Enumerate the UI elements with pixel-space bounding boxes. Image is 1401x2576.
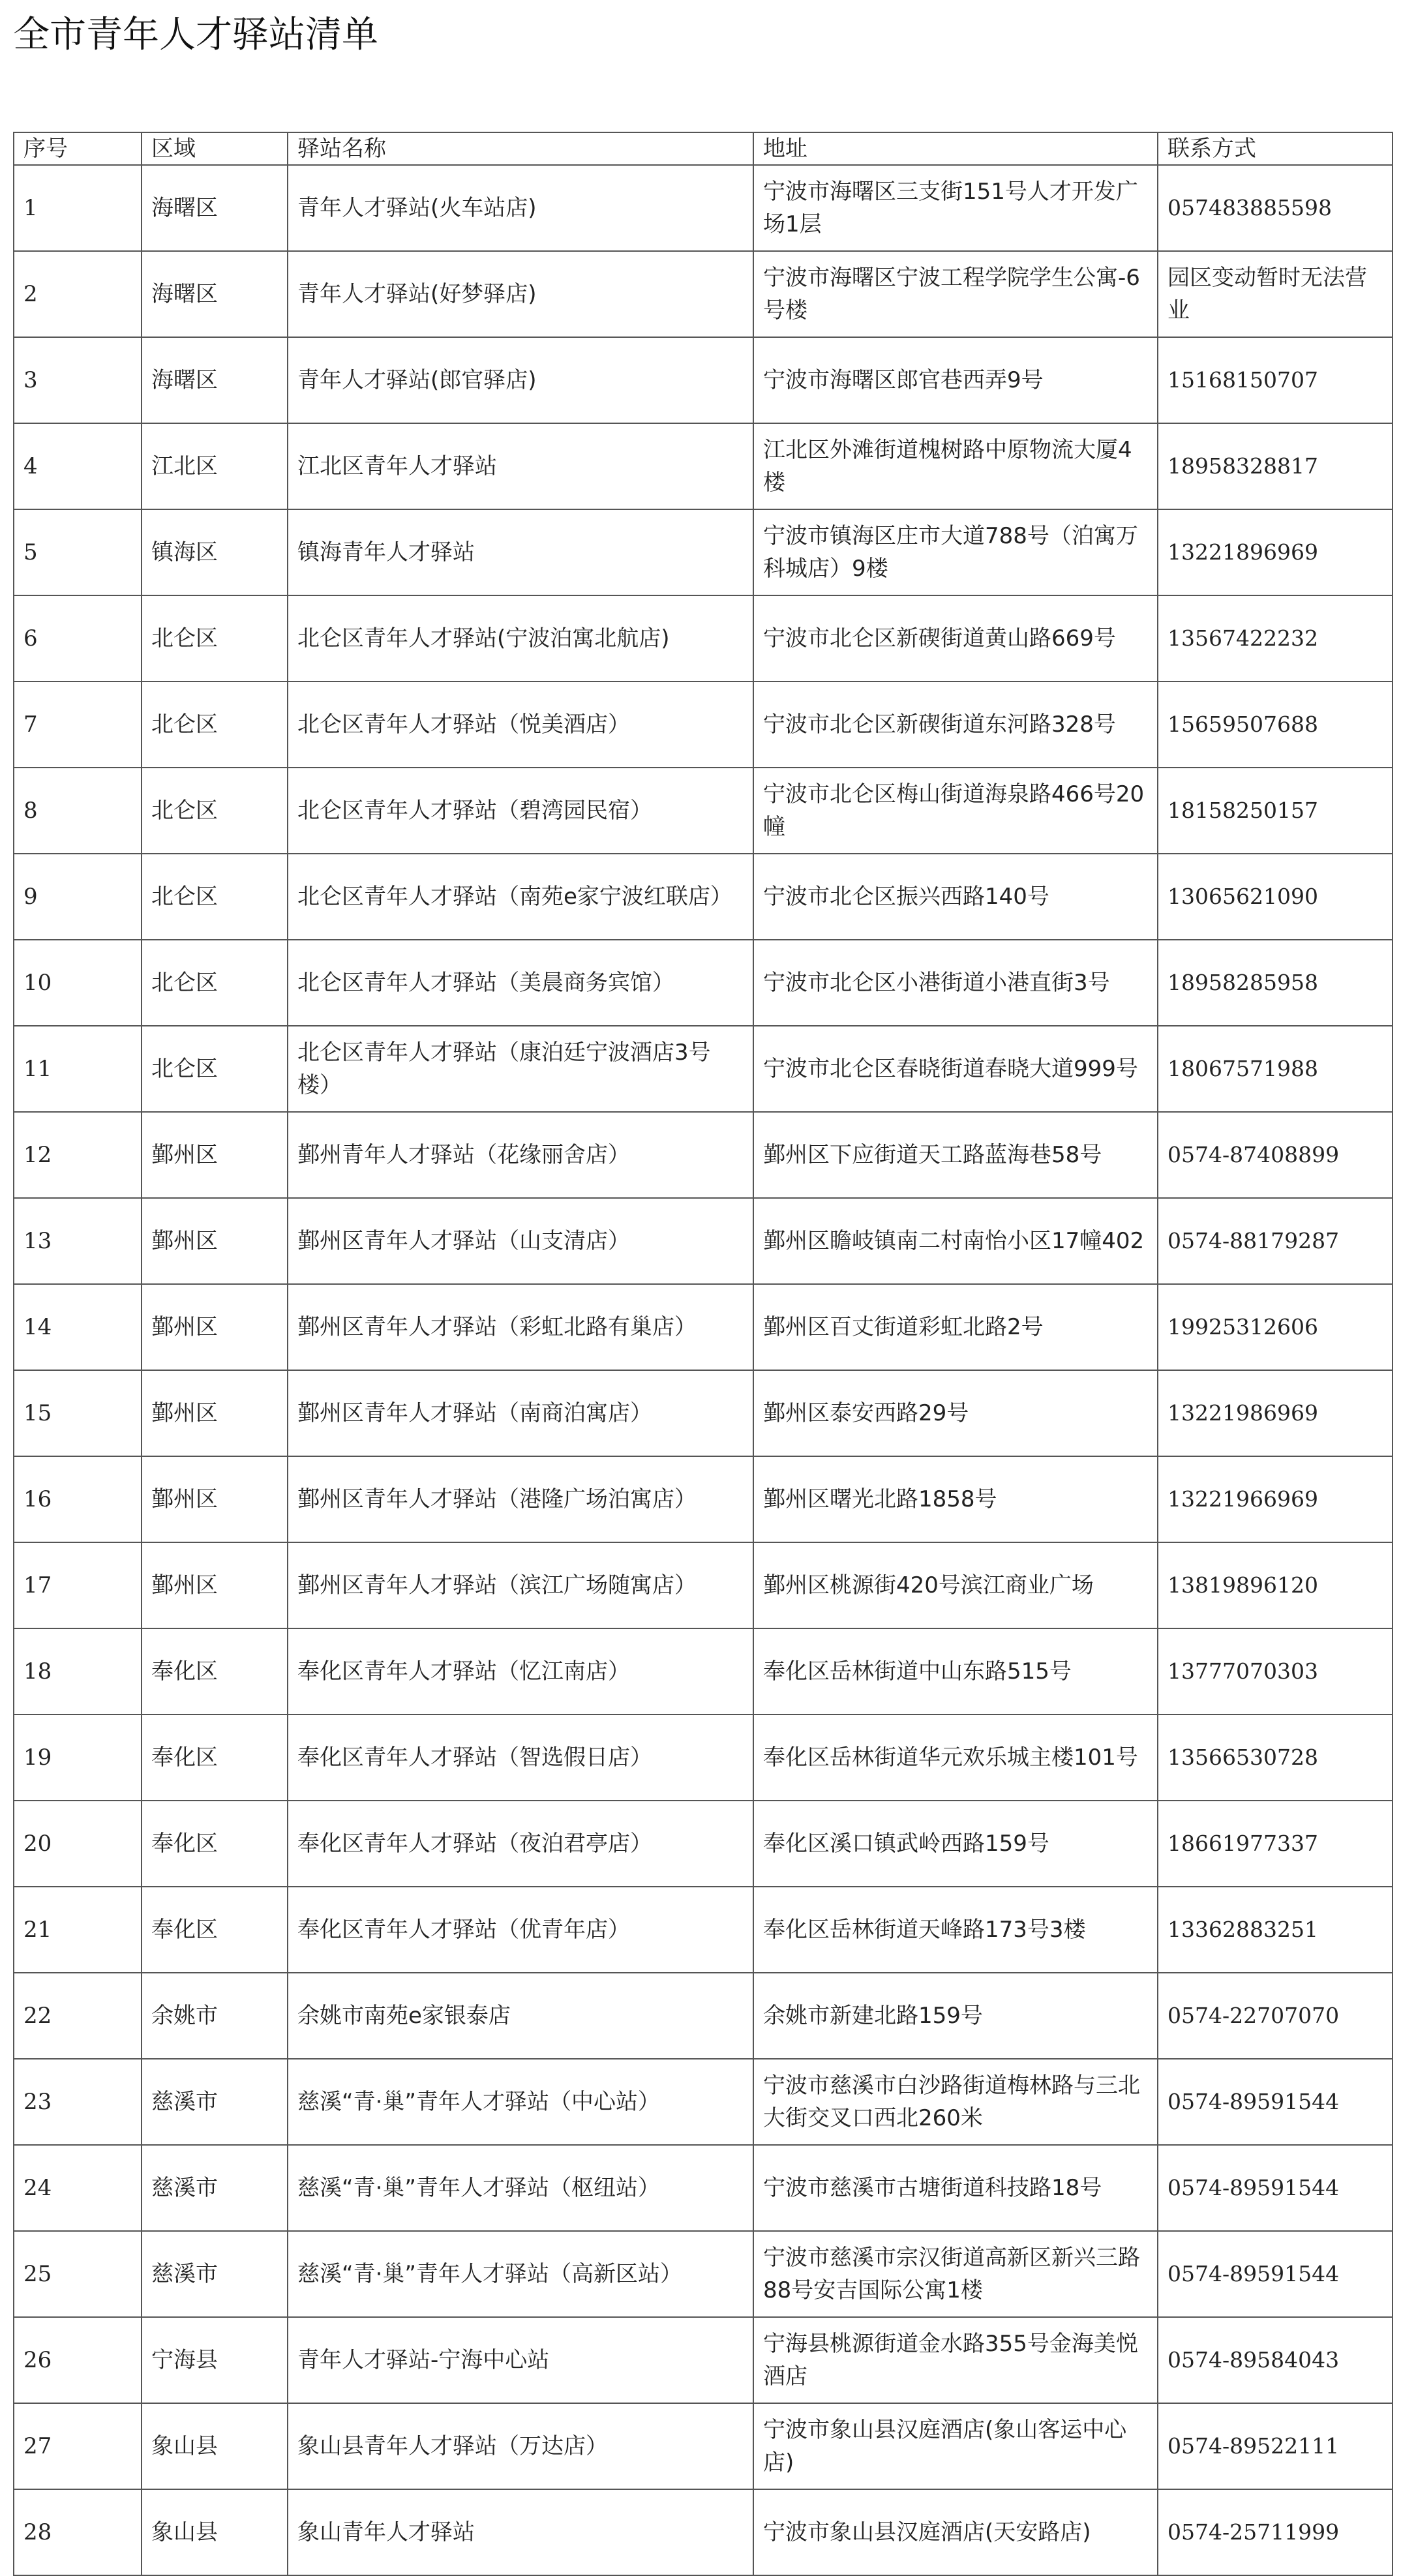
table-row [14, 2489, 1393, 2575]
table-row [14, 165, 1393, 251]
table-row [14, 1801, 1393, 1887]
table-row [14, 595, 1393, 681]
cell-area: 鄞州区 [142, 1370, 288, 1456]
cell-area: 慈溪市 [142, 2145, 288, 2231]
cell-no: 2 [14, 251, 142, 337]
cell-station-name: 慈溪“青·巢”青年人才驿站（中心站） [288, 2059, 753, 2145]
cell-address: 鄞州区下应街道天工路蓝海巷58号 [753, 1112, 1158, 1198]
cell-address: 江北区外滩街道槐树路中原物流大厦4楼 [753, 423, 1158, 509]
cell-address: 宁波市海曙区宁波工程学院学生公寓-6号楼 [753, 251, 1158, 337]
cell-area: 宁海县 [142, 2317, 288, 2403]
cell-station-name: 北仑区青年人才驿站（悦美酒店） [288, 681, 753, 768]
cell-address: 宁波市慈溪市古塘街道科技路18号 [753, 2145, 1158, 2231]
cell-contact: 15168150707 [1158, 337, 1393, 423]
cell-station-name: 北仑区青年人才驿站（美晨商务宾馆） [288, 940, 753, 1026]
cell-no: 10 [14, 940, 142, 1026]
cell-station-name: 象山青年人才驿站 [288, 2489, 753, 2575]
cell-contact: 0574-89591544 [1158, 2231, 1393, 2317]
table-row [14, 1973, 1393, 2059]
cell-contact: 13777070303 [1158, 1628, 1393, 1715]
cell-area: 镇海区 [142, 509, 288, 595]
cell-no: 11 [14, 1026, 142, 1112]
cell-station-name: 北仑区青年人才驿站（南苑e家宁波红联店） [288, 854, 753, 940]
cell-address: 宁波市北仑区新碶街道东河路328号 [753, 681, 1158, 768]
cell-no: 3 [14, 337, 142, 423]
cell-no: 28 [14, 2489, 142, 2575]
cell-no: 25 [14, 2231, 142, 2317]
header-area: 区域 [142, 132, 288, 165]
cell-no: 16 [14, 1456, 142, 1542]
cell-no: 19 [14, 1715, 142, 1801]
cell-station-name: 青年人才驿站(火车站店) [288, 165, 753, 251]
cell-no: 26 [14, 2317, 142, 2403]
cell-address: 余姚市新建北路159号 [753, 1973, 1158, 2059]
cell-no: 17 [14, 1542, 142, 1628]
cell-station-name: 鄞州区青年人才驿站（山支清店） [288, 1198, 753, 1284]
table-row [14, 940, 1393, 1026]
cell-contact: 15659507688 [1158, 681, 1393, 768]
header-contact: 联系方式 [1158, 132, 1393, 165]
table-row [14, 1542, 1393, 1628]
cell-no: 4 [14, 423, 142, 509]
cell-no: 21 [14, 1887, 142, 1973]
cell-no: 5 [14, 509, 142, 595]
cell-area: 奉化区 [142, 1715, 288, 1801]
table-row [14, 1284, 1393, 1370]
cell-area: 北仑区 [142, 768, 288, 854]
cell-address: 奉化区岳林街道中山东路515号 [753, 1628, 1158, 1715]
cell-station-name: 北仑区青年人才驿站（康泊廷宁波酒店3号楼） [288, 1026, 753, 1112]
cell-area: 北仑区 [142, 681, 288, 768]
cell-area: 海曙区 [142, 337, 288, 423]
cell-area: 象山县 [142, 2489, 288, 2575]
cell-area: 奉化区 [142, 1628, 288, 1715]
cell-station-name: 鄞州区青年人才驿站（南商泊寓店） [288, 1370, 753, 1456]
table-row [14, 2145, 1393, 2231]
cell-no: 8 [14, 768, 142, 854]
cell-station-name: 鄞州区青年人才驿站（滨江广场随寓店） [288, 1542, 753, 1628]
cell-address: 宁波市慈溪市白沙路街道梅林路与三北大街交叉口西北260米 [753, 2059, 1158, 2145]
cell-station-name: 鄞州区青年人才驿站（港隆广场泊寓店） [288, 1456, 753, 1542]
cell-address: 宁波市海曙区郎官巷西弄9号 [753, 337, 1158, 423]
table-row [14, 681, 1393, 768]
cell-address: 宁波市北仑区新碶街道黄山路669号 [753, 595, 1158, 681]
header-no: 序号 [14, 132, 142, 165]
cell-address: 宁波市北仑区振兴西路140号 [753, 854, 1158, 940]
cell-station-name: 北仑区青年人才驿站（碧湾园民宿） [288, 768, 753, 854]
cell-contact: 13362883251 [1158, 1887, 1393, 1973]
cell-station-name: 青年人才驿站(郎官驿店) [288, 337, 753, 423]
table-row [14, 337, 1393, 423]
cell-no: 27 [14, 2403, 142, 2489]
cell-contact: 18958328817 [1158, 423, 1393, 509]
cell-contact: 13819896120 [1158, 1542, 1393, 1628]
cell-contact: 0574-25711999 [1158, 2489, 1393, 2575]
cell-station-name: 江北区青年人才驿站 [288, 423, 753, 509]
cell-address: 宁波市北仑区小港街道小港直街3号 [753, 940, 1158, 1026]
cell-area: 慈溪市 [142, 2059, 288, 2145]
cell-station-name: 余姚市南苑e家银泰店 [288, 1973, 753, 2059]
cell-contact: 057483885598 [1158, 165, 1393, 251]
cell-station-name: 象山县青年人才驿站（万达店） [288, 2403, 753, 2489]
cell-area: 奉化区 [142, 1801, 288, 1887]
cell-area: 奉化区 [142, 1887, 288, 1973]
cell-address: 奉化区溪口镇武岭西路159号 [753, 1801, 1158, 1887]
table-row [14, 1026, 1393, 1112]
cell-contact: 0574-89591544 [1158, 2059, 1393, 2145]
table-row [14, 2059, 1393, 2145]
cell-area: 北仑区 [142, 1026, 288, 1112]
cell-area: 江北区 [142, 423, 288, 509]
cell-address: 鄞州区泰安西路29号 [753, 1370, 1158, 1456]
cell-area: 鄞州区 [142, 1284, 288, 1370]
table-row [14, 1628, 1393, 1715]
cell-contact: 13065621090 [1158, 854, 1393, 940]
header-address: 地址 [753, 132, 1158, 165]
cell-station-name: 鄞州区青年人才驿站（彩虹北路有巢店） [288, 1284, 753, 1370]
table-row [14, 1456, 1393, 1542]
cell-station-name: 鄞州青年人才驿站（花缘丽舍店） [288, 1112, 753, 1198]
cell-station-name: 青年人才驿站-宁海中心站 [288, 2317, 753, 2403]
cell-area: 北仑区 [142, 940, 288, 1026]
cell-no: 22 [14, 1973, 142, 2059]
table-row [14, 2403, 1393, 2489]
cell-area: 鄞州区 [142, 1198, 288, 1284]
cell-address: 宁波市慈溪市宗汉街道高新区新兴三路88号安吉国际公寓1楼 [753, 2231, 1158, 2317]
cell-address: 宁波市象山县汉庭酒店(象山客运中心店) [753, 2403, 1158, 2489]
cell-address: 奉化区岳林街道天峰路173号3楼 [753, 1887, 1158, 1973]
cell-address: 宁波市镇海区庄市大道788号（泊寓万科城店）9楼 [753, 509, 1158, 595]
table-row [14, 1198, 1393, 1284]
table-row [14, 509, 1393, 595]
cell-contact: 0574-89584043 [1158, 2317, 1393, 2403]
table-row [14, 768, 1393, 854]
cell-no: 23 [14, 2059, 142, 2145]
cell-contact: 13221986969 [1158, 1370, 1393, 1456]
cell-station-name: 慈溪“青·巢”青年人才驿站（高新区站） [288, 2231, 753, 2317]
cell-station-name: 奉化区青年人才驿站（智选假日店） [288, 1715, 753, 1801]
cell-contact: 13221966969 [1158, 1456, 1393, 1542]
cell-station-name: 奉化区青年人才驿站（夜泊君亭店） [288, 1801, 753, 1887]
cell-address: 宁波市北仑区春晓街道春晓大道999号 [753, 1026, 1158, 1112]
cell-station-name: 奉化区青年人才驿站（优青年店） [288, 1887, 753, 1973]
cell-contact: 0574-89591544 [1158, 2145, 1393, 2231]
cell-address: 宁波市北仑区梅山街道海泉路466号20幢 [753, 768, 1158, 854]
cell-area: 余姚市 [142, 1973, 288, 2059]
cell-station-name: 北仑区青年人才驿站(宁波泊寓北航店) [288, 595, 753, 681]
cell-station-name: 镇海青年人才驿站 [288, 509, 753, 595]
page-title: 全市青年人才驿站清单 [13, 14, 378, 56]
cell-area: 慈溪市 [142, 2231, 288, 2317]
cell-address: 鄞州区瞻岐镇南二村南怡小区17幢402 [753, 1198, 1158, 1284]
cell-contact: 园区变动暂时无法营业 [1158, 251, 1393, 337]
cell-address: 宁波市象山县汉庭酒店(天安路店) [753, 2489, 1158, 2575]
cell-contact: 13221896969 [1158, 509, 1393, 595]
header-name: 驿站名称 [288, 132, 753, 165]
cell-area: 北仑区 [142, 854, 288, 940]
cell-contact: 0574-88179287 [1158, 1198, 1393, 1284]
cell-no: 18 [14, 1628, 142, 1715]
cell-address: 奉化区岳林街道华元欢乐城主楼101号 [753, 1715, 1158, 1801]
cell-contact: 18067571988 [1158, 1026, 1393, 1112]
cell-area: 海曙区 [142, 165, 288, 251]
cell-no: 7 [14, 681, 142, 768]
cell-no: 24 [14, 2145, 142, 2231]
cell-contact: 18158250157 [1158, 768, 1393, 854]
cell-no: 12 [14, 1112, 142, 1198]
cell-area: 鄞州区 [142, 1542, 288, 1628]
header-row [14, 132, 1393, 165]
cell-area: 鄞州区 [142, 1112, 288, 1198]
table-body [14, 165, 1393, 2575]
cell-contact: 13567422232 [1158, 595, 1393, 681]
cell-contact: 0574-22707070 [1158, 1973, 1393, 2059]
cell-no: 20 [14, 1801, 142, 1887]
cell-address: 宁波市海曙区三支街151号人才开发广场1层 [753, 165, 1158, 251]
cell-no: 14 [14, 1284, 142, 1370]
table-header [14, 132, 1393, 165]
cell-area: 海曙区 [142, 251, 288, 337]
cell-no: 13 [14, 1198, 142, 1284]
table-row [14, 854, 1393, 940]
cell-contact: 19925312606 [1158, 1284, 1393, 1370]
table-row [14, 251, 1393, 337]
table-row [14, 1887, 1393, 1973]
cell-contact: 0574-89522111 [1158, 2403, 1393, 2489]
cell-area: 象山县 [142, 2403, 288, 2489]
cell-no: 1 [14, 165, 142, 251]
cell-contact: 18661977337 [1158, 1801, 1393, 1887]
cell-address: 鄞州区曙光北路1858号 [753, 1456, 1158, 1542]
station-table-container [13, 132, 1392, 2576]
table-row [14, 1715, 1393, 1801]
cell-address: 宁海县桃源街道金水路355号金海美悦酒店 [753, 2317, 1158, 2403]
station-table [13, 132, 1393, 2576]
cell-no: 9 [14, 854, 142, 940]
cell-area: 鄞州区 [142, 1456, 288, 1542]
cell-area: 北仑区 [142, 595, 288, 681]
cell-station-name: 奉化区青年人才驿站（忆江南店） [288, 1628, 753, 1715]
table-row [14, 2231, 1393, 2317]
cell-address: 鄞州区桃源街420号滨江商业广场 [753, 1542, 1158, 1628]
cell-contact: 18958285958 [1158, 940, 1393, 1026]
table-row [14, 1370, 1393, 1456]
cell-station-name: 慈溪“青·巢”青年人才驿站（枢纽站） [288, 2145, 753, 2231]
cell-address: 鄞州区百丈街道彩虹北路2号 [753, 1284, 1158, 1370]
cell-no: 15 [14, 1370, 142, 1456]
cell-contact: 13566530728 [1158, 1715, 1393, 1801]
table-row [14, 1112, 1393, 1198]
table-row [14, 2317, 1393, 2403]
cell-no: 6 [14, 595, 142, 681]
table-row [14, 423, 1393, 509]
cell-station-name: 青年人才驿站(好梦驿店) [288, 251, 753, 337]
cell-contact: 0574-87408899 [1158, 1112, 1393, 1198]
